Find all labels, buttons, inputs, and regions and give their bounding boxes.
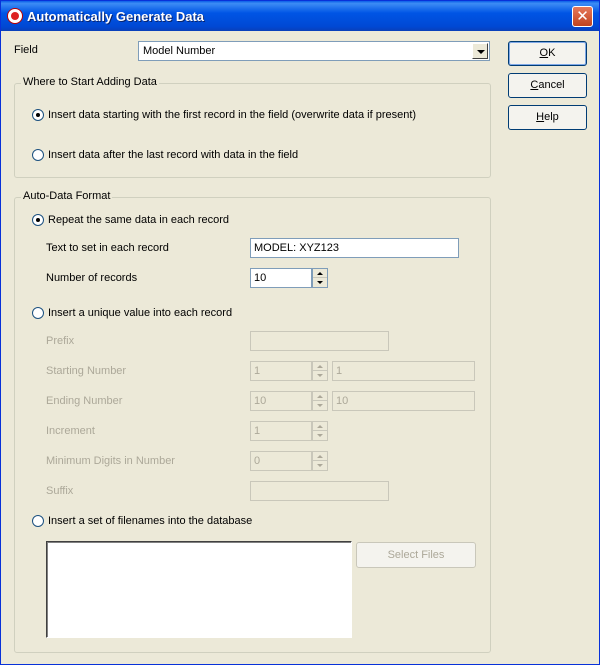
- number-of-records-label: Number of records: [46, 272, 138, 284]
- ending-number-spinner[interactable]: [312, 391, 328, 411]
- starting-number-label: Starting Number: [46, 365, 127, 377]
- radio-unique-value[interactable]: [32, 307, 44, 319]
- starting-number-preview: [332, 361, 475, 381]
- ending-number-preview-value: 10: [336, 395, 349, 407]
- text-to-set-input[interactable]: [250, 238, 459, 258]
- spin-down-icon[interactable]: [313, 278, 327, 287]
- field-label: Field: [14, 44, 38, 56]
- minimum-digits-value: 0: [254, 455, 261, 467]
- ending-number-value: 10: [254, 395, 267, 407]
- auto-data-format-group-title: Auto-Data Format: [23, 190, 111, 202]
- ending-number-input[interactable]: [250, 391, 312, 411]
- radio-insert-after[interactable]: [32, 149, 44, 161]
- app-icon: [7, 8, 23, 24]
- prefix-label: Prefix: [46, 335, 75, 347]
- radio-filenames[interactable]: [32, 515, 44, 527]
- spin-up-icon[interactable]: [313, 452, 327, 461]
- suffix-label: Suffix: [46, 485, 74, 497]
- increment-input[interactable]: [250, 421, 312, 441]
- ending-number-preview: [332, 391, 475, 411]
- spin-up-icon[interactable]: [313, 392, 327, 401]
- ok-button[interactable]: [508, 41, 587, 66]
- title-bar[interactable]: [1, 1, 599, 31]
- start-location-group: [14, 83, 491, 178]
- field-dropdown-value: Model Number: [143, 45, 216, 57]
- select-files-button[interactable]: [356, 542, 476, 568]
- minimum-digits-input[interactable]: [250, 451, 312, 471]
- radio-insert-first-label[interactable]: Insert data starting with the first record in the field (overwrite data if present): [48, 109, 417, 121]
- increment-value: 1: [254, 425, 261, 437]
- field-dropdown[interactable]: [138, 41, 490, 61]
- spin-down-icon[interactable]: [313, 401, 327, 410]
- number-of-records-input[interactable]: [250, 268, 312, 288]
- ending-number-label: Ending Number: [46, 395, 123, 407]
- increment-label: Increment: [46, 425, 95, 437]
- starting-number-value: 1: [254, 365, 261, 377]
- ok-button-label: OK: [539, 47, 556, 59]
- radio-repeat-data[interactable]: [32, 214, 44, 226]
- increment-spinner[interactable]: [312, 421, 328, 441]
- start-location-group-title: Where to Start Adding Data: [23, 76, 157, 88]
- radio-repeat-data-label[interactable]: Repeat the same data in each record: [48, 214, 230, 226]
- number-of-records-value: 10: [254, 272, 267, 284]
- spin-down-icon[interactable]: [313, 431, 327, 440]
- close-icon: ✕: [576, 7, 589, 25]
- starting-number-spinner[interactable]: [312, 361, 328, 381]
- radio-insert-first[interactable]: [32, 109, 44, 121]
- select-files-button-label: Select Files: [387, 549, 445, 561]
- text-to-set-label: Text to set in each record: [46, 242, 169, 254]
- help-button[interactable]: [508, 105, 587, 130]
- filenames-list[interactable]: [46, 541, 352, 638]
- spin-up-icon[interactable]: [313, 422, 327, 431]
- window-title: Automatically Generate Data: [27, 9, 205, 24]
- prefix-input[interactable]: [250, 331, 389, 351]
- text-to-set-value: MODEL: XYZ123: [254, 242, 339, 254]
- number-of-records-spinner[interactable]: [312, 268, 328, 288]
- cancel-button-label: Cancel: [530, 79, 565, 91]
- help-button-label: Help: [536, 111, 559, 123]
- chevron-down-icon[interactable]: [472, 43, 488, 59]
- radio-insert-after-label[interactable]: Insert data after the last record with data in the field: [48, 149, 299, 161]
- minimum-digits-spinner[interactable]: [312, 451, 328, 471]
- suffix-input[interactable]: [250, 481, 389, 501]
- radio-unique-value-label[interactable]: Insert a unique value into each record: [48, 307, 233, 319]
- close-button[interactable]: [572, 6, 593, 27]
- spin-down-icon[interactable]: [313, 461, 327, 470]
- cancel-button[interactable]: [508, 73, 587, 98]
- spin-up-icon[interactable]: [313, 362, 327, 371]
- starting-number-input[interactable]: [250, 361, 312, 381]
- starting-number-preview-value: 1: [336, 365, 343, 377]
- minimum-digits-label: Minimum Digits in Number: [46, 455, 175, 467]
- spin-down-icon[interactable]: [313, 371, 327, 380]
- spin-up-icon[interactable]: [313, 269, 327, 278]
- radio-filenames-label[interactable]: Insert a set of filenames into the database: [48, 515, 253, 527]
